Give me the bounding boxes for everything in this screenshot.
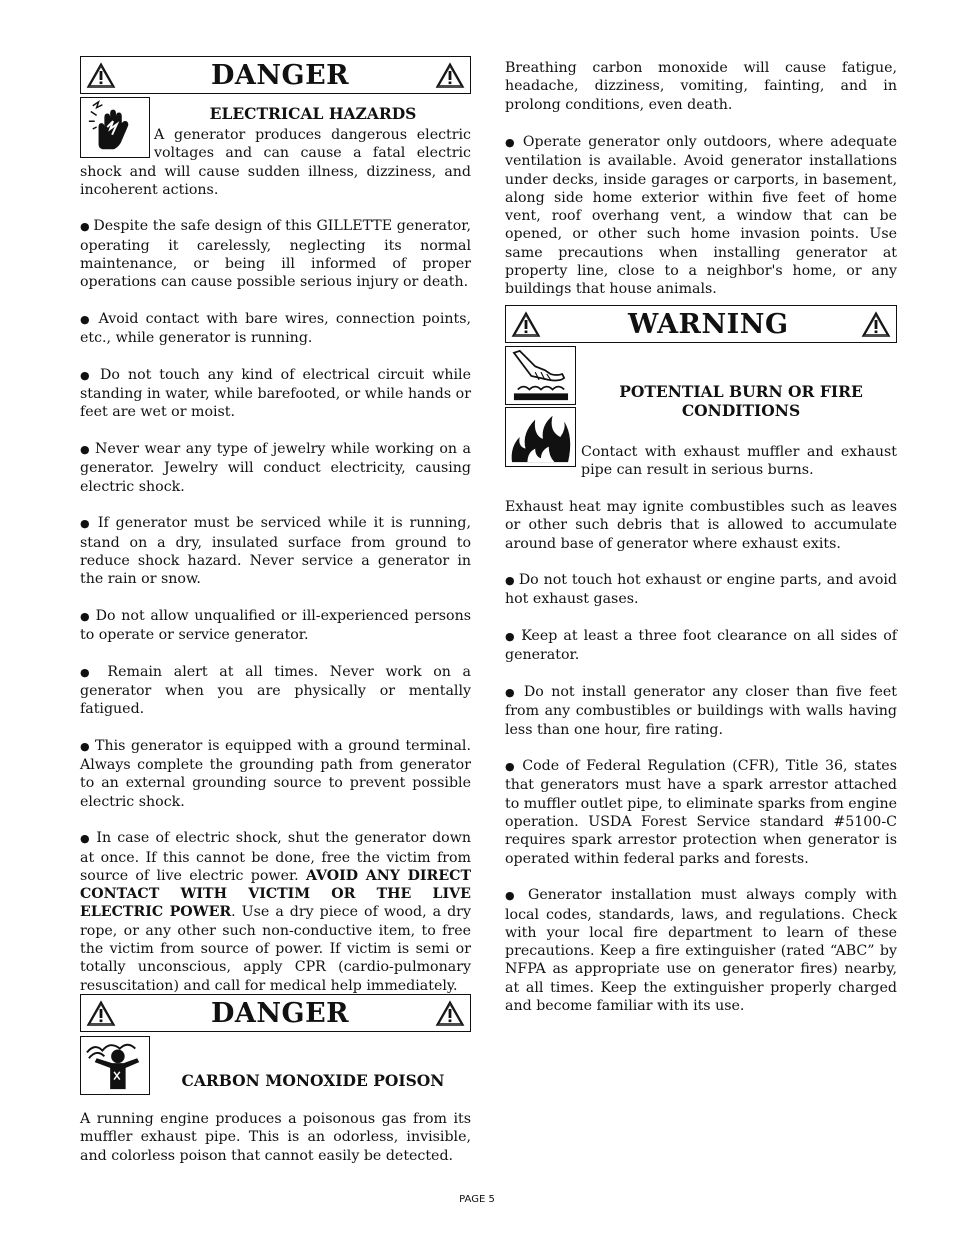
carbon-monoxide-heading: CARBON MONOXIDE POISON — [181, 1071, 445, 1090]
fire-flame-icon — [505, 407, 576, 467]
carbon-monoxide-intro: A running engine produces a poisonous gas from its muffler exhaust pipe. This is an odorless, invisible, and colorless poison that cannot easily be detected. — [80, 1111, 471, 1164]
burn-intro: Contact with exhaust muffler and exhaust pipe can result in serious burns. — [581, 444, 897, 479]
electrical-bullet-5: ● If generator must be serviced while it is running, stand on a dry, insulated surface from ground to reduce shock hazard. Never service a generator in the rain or snow. — [80, 514, 471, 588]
electrical-bullet-7: ● Remain alert at all times. Never work on a generator when you are physically or mentally fatigued. — [80, 663, 471, 719]
hot-surface-hand-icon — [505, 346, 576, 405]
warning-triangle-icon — [861, 311, 891, 338]
burn-fire-heading: POTENTIAL BURN OR FIRE CONDITIONS — [619, 382, 863, 420]
warning-triangle-icon — [86, 1000, 116, 1027]
burn-bullet-3: ● Do not install generator any closer than five feet from any combustibles or buildings with walls having less than one hour, fire rating. — [505, 683, 897, 739]
danger-title: DANGER — [211, 60, 350, 91]
warning-banner-burn — [505, 305, 897, 343]
electrical-intro: A generator produces dangerous electric voltages and can cause a fatal electric shock and will cause sudden illness, dizziness, and incoherent actions. — [80, 127, 471, 198]
electrical-bullet-4: ● Never wear any type of jewelry while working on a generator. Jewelry will conduct electricity, causing electric shock. — [80, 440, 471, 496]
electrical-bullet-3: ● Do not touch any kind of electrical circuit while standing in water, while barefooted, or while hands or feet are wet or moist. — [80, 366, 471, 422]
carbon-monoxide-continued: Breathing carbon monoxide will cause fatigue, headache, dizziness, vomiting, fainting, and in prolong conditions, even death. — [505, 60, 897, 113]
warning-triangle-icon — [435, 62, 465, 89]
danger-title: DANGER — [211, 998, 350, 1029]
warning-title: WARNING — [628, 309, 789, 340]
electrical-bullet-1: ● Despite the safe design of this GILLETTE generator, operating it carelessly, neglecting its normal maintenance, or being ill informed of proper operations can cause possible serious injury or death. — [80, 217, 471, 291]
left-column — [80, 56, 471, 1164]
warning-triangle-icon — [511, 311, 541, 338]
electrical-bullet-8: ● This generator is equipped with a ground terminal. Always complete the grounding path from generator to an external grounding source to prevent possible electric shock. — [80, 737, 471, 811]
carbon-monoxide-bullet: ● Operate generator only outdoors, where adequate ventilation is available. Avoid generator installations under decks, inside garages or carports, in basement, along side home exterior within five feet of home vent, roof overhang vent, a window that can be opened, or other such home invasion points. Use same precautions when installing generator at property line, close to a neighbor's home, or any buildings that house animals. — [505, 133, 897, 299]
electrical-bullet-9: ● In case of electric shock, shut the generator down at once. If this cannot be done, free the victim from source of live electric power. AVOID ANY DIRECT CONTACT WITH VICTIM OR THE LIVE ELECTRIC POWER. Use a dry piece of wood, a dry rope, or any other such non-conductive item, to free the victim from source of power. If victim is semi or totally unconscious, apply CPR (cardio-pulmonary resuscitation) and call for medical help immediately. — [80, 829, 471, 995]
warning-triangle-icon — [435, 1000, 465, 1027]
burn-bullet-1: ● Do not touch hot exhaust or engine parts, and avoid hot exhaust gases. — [505, 571, 897, 609]
page-number: PAGE 5 — [459, 1194, 495, 1205]
danger-banner-carbon-monoxide — [80, 994, 471, 1032]
burn-bullet-5: ● Generator installation must always comply with local codes, standards, laws, and regulations. Check with your local fire department to learn of these precautions. Keep a fire extinguisher (rated “ABC” by NFPA as appropriate use on generator fires) nearby, at all times. Keep the extinguisher properly charged and become familiar with its use. — [505, 886, 897, 1015]
toxic-fumes-person-icon — [80, 1036, 150, 1095]
electrical-bullet-2: ● Avoid contact with bare wires, connection points, etc., while generator is running. — [80, 310, 471, 348]
burn-bullet-4: ● Code of Federal Regulation (CFR), Title 36, states that generators must have a spark arrestor attached to muffler outlet pipe, to eliminate sparks from engine operation. USDA Forest Service standard #5100-C requires spark arrestor protection when generator is operated within federal parks and forests. — [505, 757, 897, 868]
electrical-bullet-6: ● Do not allow unqualified or ill-experienced persons to operate or service generator. — [80, 607, 471, 645]
warning-triangle-icon — [86, 62, 116, 89]
danger-banner-electrical — [80, 56, 471, 94]
burn-bullet-2: ● Keep at least a three foot clearance on all sides of generator. — [505, 627, 897, 665]
electrical-hazards-heading: ELECTRICAL HAZARDS — [209, 104, 417, 123]
exhaust-heat-paragraph: Exhaust heat may ignite combustibles such as leaves or other such debris that is allowed to accumulate around base of generator where exhaust exits. — [505, 499, 897, 552]
